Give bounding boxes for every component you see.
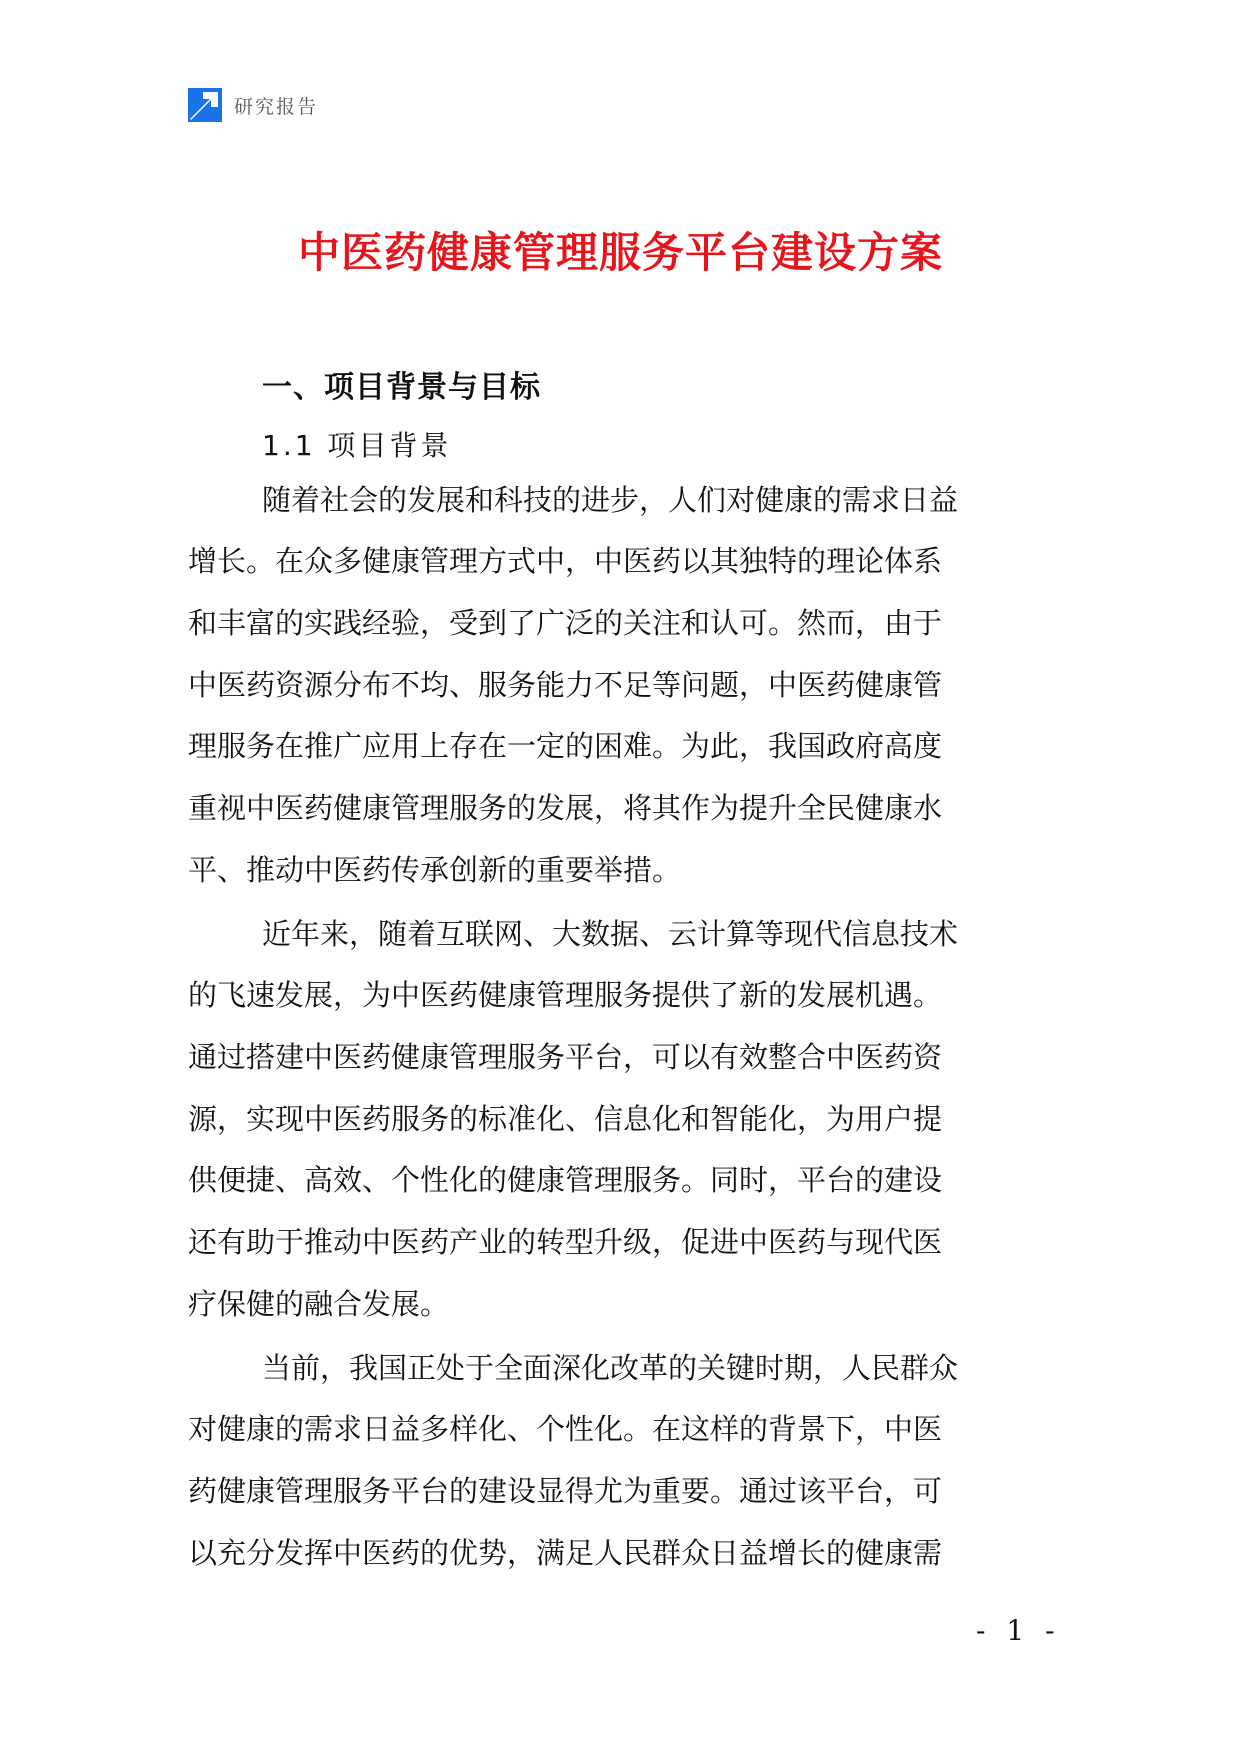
body-line: 理服务在推广应用上存在一定的困难。为此，我国政府高度: [188, 729, 943, 763]
body-line: 增长。在众多健康管理方式中，中医药以其独特的理论体系: [188, 544, 943, 578]
body-line: 的飞速发展，为中医药健康管理服务提供了新的发展机遇。: [188, 978, 943, 1012]
arrow-logo-icon: [188, 88, 222, 122]
body-line: 疗保健的融合发展。: [188, 1287, 450, 1321]
body-line: 药健康管理服务平台的建设显得尤为重要。通过该平台，可: [188, 1474, 943, 1508]
body-line: 对健康的需求日益多样化、个性化。在这样的背景下，中医: [188, 1412, 943, 1446]
header-label: 研究报告: [234, 95, 319, 118]
page-number: - 1 -: [976, 1614, 1061, 1647]
body-line: 随着社会的发展和科技的进步，人们对健康的需求日益: [262, 483, 959, 517]
body-line: 供便捷、高效、个性化的健康管理服务。同时，平台的建设: [188, 1163, 943, 1197]
body-line: 源，实现中医药服务的标准化、信息化和智能化，为用户提: [188, 1102, 943, 1136]
body-line: 近年来，随着互联网、大数据、云计算等现代信息技术: [262, 917, 959, 951]
body-line: 当前，我国正处于全面深化改革的关键时期，人民群众: [262, 1351, 959, 1385]
body-line: 和丰富的实践经验，受到了广泛的关注和认可。然而，由于: [188, 606, 943, 640]
report-header: [188, 88, 318, 122]
body-line: 还有助于推动中医药产业的转型升级，促进中医药与现代医: [188, 1225, 943, 1259]
document-title: 中医药健康管理服务平台建设方案: [297, 228, 943, 277]
body-line: 通过搭建中医药健康管理服务平台，可以有效整合中医药资: [188, 1040, 943, 1074]
body-line: 中医药资源分布不均、服务能力不足等问题，中医药健康管: [188, 668, 943, 702]
body-line: 重视中医药健康管理服务的发展，将其作为提升全民健康水: [188, 791, 943, 825]
body-line: 平、推动中医药传承创新的重要举措。: [188, 853, 682, 887]
body-line: 以充分发挥中医药的优势，满足人民群众日益增长的健康需: [188, 1536, 943, 1570]
section-heading: 一、项目背景与目标: [262, 370, 541, 405]
subsection-heading: 1.1 项目背景: [262, 429, 452, 462]
